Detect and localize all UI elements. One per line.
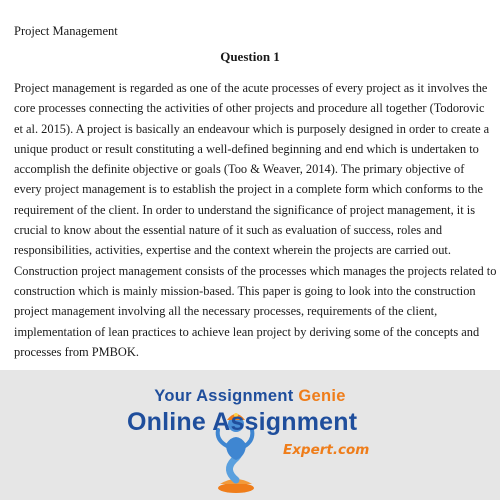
paragraph-line: core processes connecting the activities of other projects and procedure all together (Todorovic xyxy=(14,101,485,116)
brand-footer xyxy=(0,370,500,500)
paragraph-line: every project management is to establish the project in a complete form which conforms to the xyxy=(14,182,483,197)
paragraph-line: crucial to know about the essential nature of it such as evaluation of success, roles and xyxy=(14,223,443,238)
paragraph-line: implementation of lean practices to achieve lean project by deriving some of the concepts and xyxy=(14,324,480,339)
question-title: Question 1 xyxy=(220,49,280,64)
brand-your-assignment: Your Assignment xyxy=(154,387,294,405)
paragraph-line: requirement of the client. In order to understand the significance of project management, it is xyxy=(14,202,476,217)
paragraph-line: project management involving all the necessary processes, requirements of the client, xyxy=(14,304,438,319)
document-header: Project Management xyxy=(14,24,118,38)
body-paragraph xyxy=(14,78,497,362)
brand-name: Online Assignment xyxy=(127,408,358,436)
paragraph-line: Project management is regarded as one of the acute processes of every project as it involves the xyxy=(14,81,488,95)
paragraph-line: construction which is mainly mission-based. This paper is going to look into the construction xyxy=(14,283,476,298)
paragraph-line: et al. 2015). A project is basically an endeavour which is purposely designed in order to create a xyxy=(14,121,490,136)
paragraph-line: Construction project management consists of the processes which manages the projects related to xyxy=(14,263,497,278)
paragraph-line: unique product or result constituting a well-defined beginning and end which is undertaken to xyxy=(14,141,479,156)
paragraph-line: processes from PMBOK. xyxy=(14,344,139,359)
paragraph-line: accomplish the definite objective or goals (Too & Weaver, 2014). The primary objective of xyxy=(14,162,465,177)
brand-tagline xyxy=(0,387,500,406)
paragraph-line: responsibilities, activities, expertise and the context wherein the projects are carried out. xyxy=(14,243,451,258)
brand-genie: Genie xyxy=(298,387,346,405)
brand-domain: Expert.com xyxy=(283,442,370,458)
